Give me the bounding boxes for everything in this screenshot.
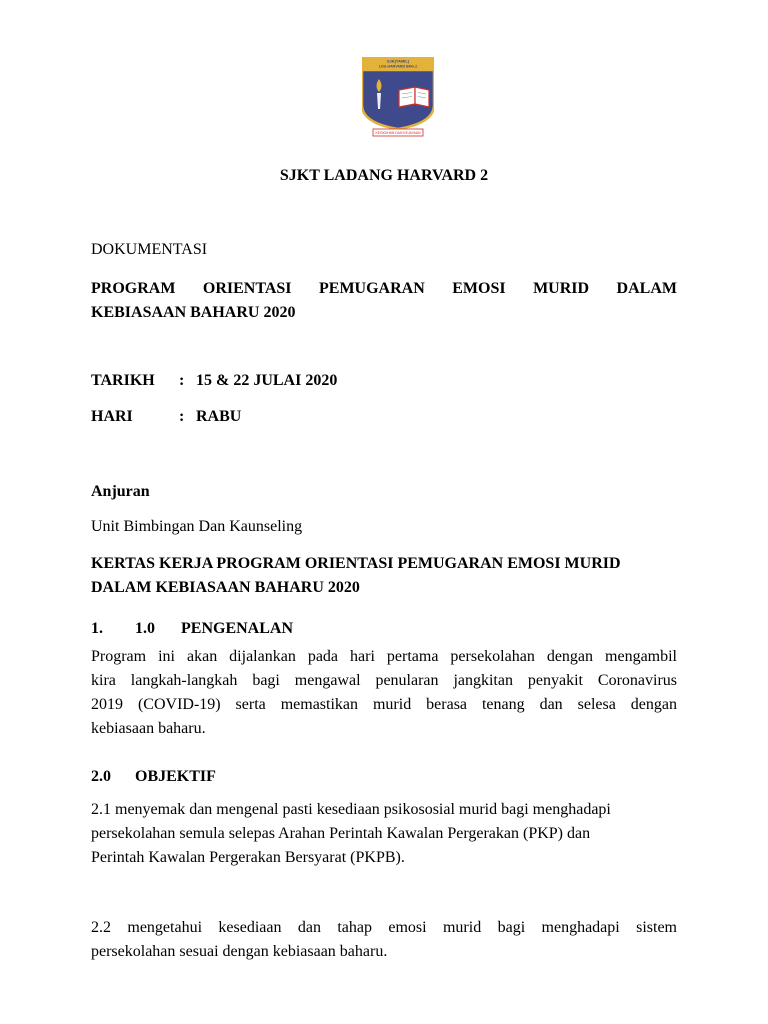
objective-2-2-line-1: 2.2 mengetahui kesediaan dan tahap emosi murid bagi menghadapi sistem xyxy=(91,919,677,936)
svg-text:SJK(TAMIL): SJK(TAMIL) xyxy=(386,58,410,64)
svg-text:LDG.HARVARD BHG.2: LDG.HARVARD BHG.2 xyxy=(378,64,418,69)
objective-2-2-line-2: persekolahan sesuai dengan kebiasaan baharu. xyxy=(91,943,388,960)
svg-text:KEGIGIHAN DAN KEJAYAAN: KEGIGIHAN DAN KEJAYAAN xyxy=(375,131,421,136)
program-title-line-1: PROGRAM ORIENTASI PEMUGARAN EMOSI MURID DALAM xyxy=(91,280,677,297)
paper-title-line-2: DALAM KEBIASAAN BAHARU 2020 xyxy=(91,579,360,596)
date-separator: : xyxy=(179,372,185,389)
section1-paragraph-line-3: 2019 (COVID-19) serta memastikan murid berasa tenang dan selesa dengan xyxy=(91,696,677,713)
section2-heading: OBJEKTIF xyxy=(135,768,216,785)
objective-2-1-line-1: 2.1 menyemak dan mengenal pasti kesediaan psikososial murid bagi menghadapi xyxy=(91,801,611,818)
school-title: SJKT LADANG HARVARD 2 xyxy=(279,167,489,184)
day-separator: : xyxy=(179,408,185,425)
date-value: 15 & 22 JULAI 2020 xyxy=(196,372,338,389)
paper-title-line-1: KERTAS KERJA PROGRAM ORIENTASI PEMUGARAN EMOSI MURID xyxy=(91,555,621,572)
organizer-heading: Anjuran xyxy=(91,483,150,500)
section1-heading: PENGENALAN xyxy=(181,620,294,637)
school-crest-logo xyxy=(362,57,434,137)
day-value: RABU xyxy=(196,408,242,425)
date-label: TARIKH xyxy=(91,372,155,389)
section2-number: 2.0 xyxy=(91,768,111,785)
section1-paragraph-line-2: kira langkah-langkah bagi mengawal penularan jangkitan penyakit Coronavirus xyxy=(91,672,677,689)
section1-paragraph-line-4: kebiasaan baharu. xyxy=(91,720,206,737)
objective-2-1-line-2: persekolahan semula selepas Arahan Perintah Kawalan Pergerakan (PKP) dan xyxy=(91,825,591,842)
section1-list-number: 1. xyxy=(91,620,103,637)
section1-paragraph-line-1: Program ini akan dijalankan pada hari pertama persekolahan dengan mengambil xyxy=(91,648,677,665)
day-label: HARI xyxy=(91,408,133,425)
objective-2-1-line-3: Perintah Kawalan Pergerakan Bersyarat (PKPB). xyxy=(91,849,405,866)
section1-number: 1.0 xyxy=(135,620,155,637)
organizer-value: Unit Bimbingan Dan Kaunseling xyxy=(91,518,303,535)
program-title-line-2: KEBIASAAN BAHARU 2020 xyxy=(91,304,296,321)
document-label: DOKUMENTASI xyxy=(91,241,208,258)
